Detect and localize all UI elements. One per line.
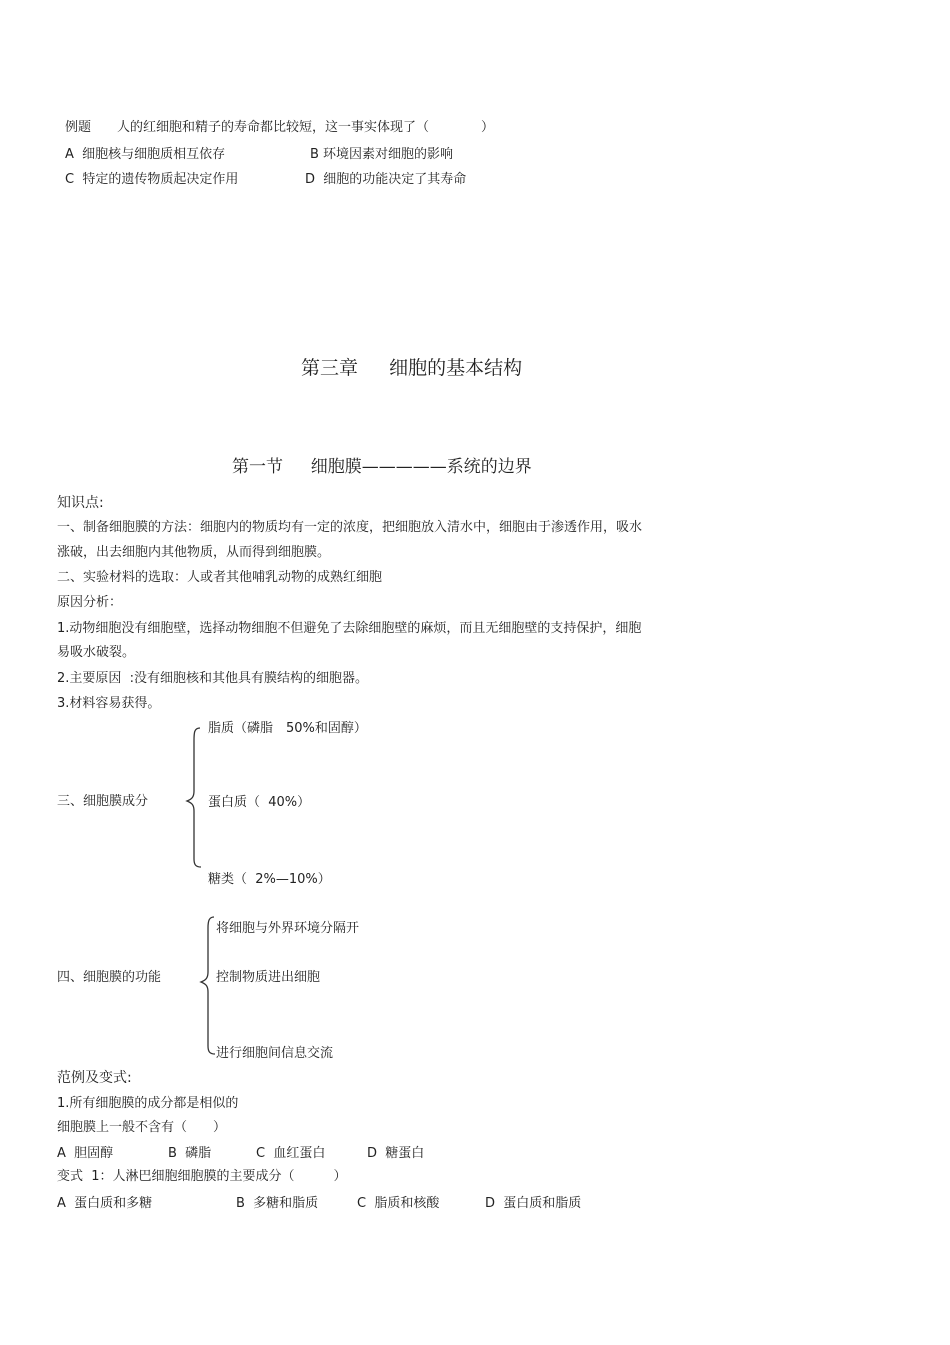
function-item-communicate: 进行细胞间信息交流 — [216, 1046, 334, 1061]
knowledge-p1-line1: 一、制备细胞膜的方法：细胞内的物质均有一定的浓度，把细胞放入清水中，细胞由于渗透作用，吸水 — [57, 520, 643, 535]
reason-3: 3.材料容易获得。 — [57, 696, 161, 711]
knowledge-p2: 二、实验材料的选取：人或者其他哺乳动物的成熟红细胞 — [57, 570, 383, 585]
v1-option-d: D 蛋白质和脂质 — [485, 1196, 582, 1211]
v1-option-b: B 多糖和脂质 — [236, 1196, 319, 1211]
composition-item-sugar: 糖类（ 2%—10%） — [208, 872, 331, 887]
example-q1-line1: 1.所有细胞膜的成分都是相似的 — [57, 1096, 239, 1111]
reason-heading: 原因分析： — [57, 595, 123, 610]
functions-label: 四、细胞膜的功能 — [57, 970, 162, 985]
knowledge-p1-line2: 涨破，出去细胞内其他物质，从而得到细胞膜。 — [57, 545, 331, 560]
reason-1-line2: 易吸水破裂。 — [57, 645, 136, 660]
composition-item-lipid: 脂质（磷脂 50%和固醇） — [208, 721, 367, 736]
example-option-b: B 环境因素对细胞的影响 — [310, 147, 454, 162]
v1-option-a: A 蛋白质和多糖 — [57, 1196, 153, 1211]
reason-2: 2.主要原因 :没有细胞核和其他具有膜结构的细胞器。 — [57, 671, 369, 686]
q1-option-d: D 糖蛋白 — [367, 1146, 425, 1161]
variant-1: 变式 1：人淋巴细胞细胞膜的主要成分（ ） — [57, 1169, 347, 1184]
composition-brace-icon — [184, 725, 204, 870]
chapter-title: 第三章 细胞的基本结构 — [301, 357, 523, 379]
function-item-control: 控制物质进出细胞 — [216, 970, 321, 985]
function-item-separate: 将细胞与外界环境分隔开 — [216, 921, 360, 936]
example-q1-line2: 细胞膜上一般不含有（ ） — [57, 1120, 227, 1135]
examples-heading: 范例及变式: — [57, 1070, 132, 1086]
example-label: 例题 — [65, 120, 92, 135]
functions-brace-icon — [198, 914, 218, 1059]
example-option-d: D 细胞的功能决定了其寿命 — [305, 172, 467, 187]
v1-option-c: C 脂质和核酸 — [357, 1196, 440, 1211]
section-title: 第一节 细胞膜—————系统的边界 — [232, 457, 532, 477]
example-question: 人的红细胞和精子的寿命都比较短，这一事实体现了（ ） — [117, 120, 495, 135]
example-option-c: C 特定的遗传物质起决定作用 — [65, 172, 239, 187]
composition-label: 三、细胞膜成分 — [57, 794, 149, 809]
q1-option-b: B 磷脂 — [168, 1146, 212, 1161]
q1-option-c: C 血红蛋白 — [256, 1146, 326, 1161]
knowledge-heading: 知识点: — [57, 495, 104, 511]
composition-item-protein: 蛋白质（ 40%） — [208, 795, 311, 810]
reason-1-line1: 1.动物细胞没有细胞壁，选择动物细胞不但避免了去除细胞壁的麻烦，而且无细胞壁的支持保护，细胞 — [57, 621, 642, 636]
example-option-a: A 细胞核与细胞质相互依存 — [65, 147, 226, 162]
q1-option-a: A 胆固醇 — [57, 1146, 114, 1161]
